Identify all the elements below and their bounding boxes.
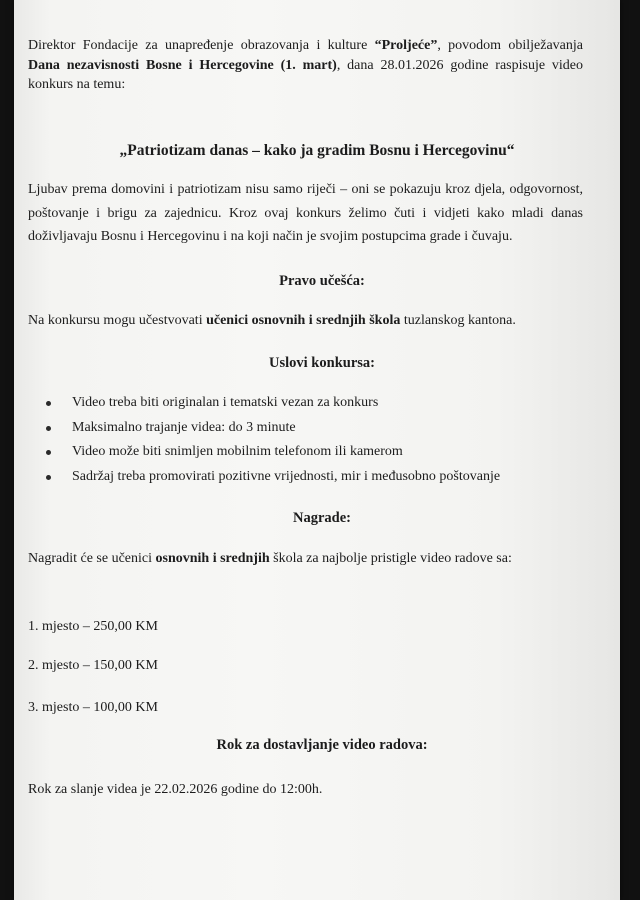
condition-item xyxy=(44,467,500,492)
bullet-icon xyxy=(46,401,51,406)
condition-item xyxy=(44,418,500,443)
awards-text-start: Nagradit će se učenici xyxy=(28,551,156,566)
intro-text: , povodom obilježavanja xyxy=(437,38,583,53)
second-place-prize: 2. mjesto – 150,00 KM xyxy=(28,658,158,673)
conditions-heading: Uslovi konkursa: xyxy=(269,355,375,371)
deadline-text: Rok za slanje videa je 22.02.2026 godine do 12:00h. xyxy=(28,782,323,797)
deadline-heading: Rok za dostavljanje video radova: xyxy=(216,737,428,753)
award-schools: osnovnih i srednjih xyxy=(155,551,270,566)
intro-line-3: konkurs na temu: xyxy=(28,77,126,92)
occasion-name: Dana nezavisnosti Bosne i Hercegovine (1. mart) xyxy=(28,57,337,73)
condition-item xyxy=(44,442,500,467)
first-place-prize: 1. mjesto – 250,00 KM xyxy=(28,619,158,634)
intro-line-2 xyxy=(28,56,583,76)
third-place-prize: 3. mjesto – 100,00 KM xyxy=(28,700,158,715)
awards-text-end: škola za najbolje pristigle video radove sa: xyxy=(269,551,512,566)
participation-text-end: tuzlanskog kantona. xyxy=(400,313,516,328)
eligible-participants: učenici osnovnih i srednjih škola xyxy=(206,313,401,328)
intro-text: Direktor Fondacije za unapređenje obrazovanja i kulture xyxy=(28,38,375,53)
condition-item xyxy=(44,393,500,418)
participation-heading: Pravo učešća: xyxy=(279,273,365,289)
bullet-icon xyxy=(46,426,51,431)
condition-text: Sadržaj treba promovirati pozitivne vrijednosti, mir i međusobno poštovanje xyxy=(72,468,501,484)
foundation-name: “Proljeće” xyxy=(374,38,438,53)
bullet-icon xyxy=(46,450,51,455)
condition-text: Video može biti snimljen mobilnim telefonom ili kamerom xyxy=(72,444,403,459)
description-line: poštovanje i brigu za zajednicu. Kroz ovaj konkurs želimo čuti i vidjeti kako mladi danas xyxy=(28,205,583,221)
awards-text xyxy=(28,549,512,569)
intro-line-1 xyxy=(28,36,583,56)
description-line: doživljavaju Bosnu i Hercegovinu i na koji način je svojim postupcima grade i čuvaju. xyxy=(28,229,513,244)
conditions-list xyxy=(44,393,500,491)
participation-text xyxy=(28,311,516,331)
intro-text: , dana 28.01.2026 godine raspisuje video xyxy=(336,57,584,73)
description-paragraph xyxy=(28,178,583,249)
document-page xyxy=(14,0,620,900)
participation-text-start: Na konkursu mogu učestvovati xyxy=(28,313,207,328)
description-line: Ljubav prema domovini i patriotizam nisu samo riječi – oni se pokazuju kroz djela, odgovornost, xyxy=(28,182,583,197)
condition-text: Video treba biti originalan i tematski vezan za konkurs xyxy=(72,395,379,410)
condition-text: Maksimalno trajanje videa: do 3 minute xyxy=(72,419,296,435)
bullet-icon xyxy=(46,475,51,480)
contest-title: „Patriotizam danas – kako ja gradim Bosnu i Hercegovinu“ xyxy=(119,142,515,159)
intro-paragraph xyxy=(28,36,583,95)
awards-heading: Nagrade: xyxy=(293,510,351,526)
